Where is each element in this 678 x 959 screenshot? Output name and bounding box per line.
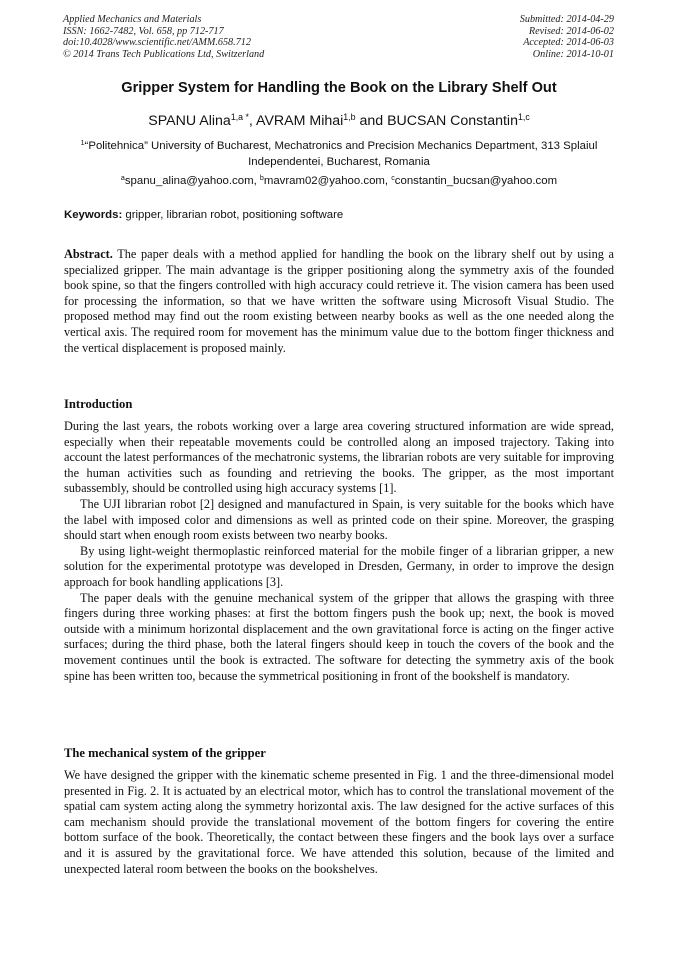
- affiliation-text: “Politehnica” University of Bucharest, Mechatronics and Precision Mechanics Department, 313 Splaiul Independentei, Bucharest, Romania: [84, 140, 598, 168]
- affiliation-mark: 1: [80, 140, 85, 148]
- email-list: [0, 175, 678, 187]
- section-heading-introduction: Introduction: [64, 397, 133, 411]
- email-address: mavram02@yahoo.com: [263, 175, 385, 187]
- paragraph: We have designed the gripper with the kinematic scheme presented in Fig. 1 and the three-dimensional model presented in Fig. 2. It is actuated by an electrical motor, which has to control the translational movement of the spatial cam system acting along the symmetry horizontal axis. The law designed for the active surfaces of this cam mechanism should provide the translational movement of the bottom fingers for covering the entire bottom surface of the book. Theoretically, the contact between these fingers and the book lays over a surface and it is assured by the gravitational force. We have attended this solution, because of the limited and unexpected lateral room between the books on the bookshelves.: [64, 768, 614, 876]
- author-name: SPANU Alina: [148, 113, 231, 129]
- doi-line: doi:10.4028/www.scientific.net/AMM.658.712: [63, 37, 251, 49]
- keywords-label: Keywords:: [64, 209, 123, 221]
- journal-header-right: [520, 14, 614, 60]
- journal-name: Applied Mechanics and Materials: [63, 14, 202, 25]
- submitted-date: Submitted: 2014-04-29: [519, 14, 614, 25]
- author-separator: ,: [248, 113, 257, 129]
- paper-title: Gripper System for Handling the Book on the Library Shelf Out: [121, 80, 557, 96]
- keywords-text: gripper, librarian robot, positioning software: [122, 209, 344, 221]
- revised-date: Revised: 2014-06-02: [528, 25, 614, 37]
- issn-line: ISSN: 1662-7482, Vol. 658, pp 712-717: [63, 25, 224, 37]
- email-mark: c: [391, 175, 395, 183]
- abstract-label: Abstract.: [64, 247, 113, 261]
- email-separator: ,: [384, 175, 392, 187]
- email-mark: a: [120, 175, 125, 183]
- author-separator: and: [355, 113, 388, 129]
- email-mark: b: [259, 175, 264, 183]
- author-affil-mark: 1,a *: [230, 112, 249, 123]
- author-list: [0, 113, 678, 129]
- email-separator: ,: [253, 175, 260, 187]
- email-address: constantin_bucsan@yahoo.com: [394, 175, 558, 187]
- abstract: [64, 247, 614, 356]
- email-address: spanu_alina@yahoo.com: [124, 175, 254, 187]
- author-affil-mark: 1,c: [517, 112, 530, 123]
- author-name: AVRAM Mihai: [256, 113, 344, 129]
- author-affil-mark: 1,b: [343, 112, 356, 123]
- keywords: [64, 209, 343, 221]
- abstract-text: The paper deals with a method applied for handling the book on the library shelf out by using a specialized gripper. The main advantage is the gripper positioning along the symmetry axis of the founded book spine, so that the fingers controlled with high accuracy could retrieve it. The vision camera has been used for processing the information, so that we have written the software using Microsoft Visual Studio. The proposed method may find out the room existing between nearby books as well as the one needed along the vertical axis. The required room for movement has the minimum value due to the bottom finger thickness and the vertical displacement is proposed mainly.: [64, 247, 614, 355]
- online-date: Online: 2014-10-01: [532, 48, 614, 60]
- accepted-date: Accepted: 2014-06-03: [523, 37, 614, 49]
- section-heading-mechanical-system: The mechanical system of the gripper: [64, 746, 266, 760]
- paragraph: By using light-weight thermoplastic reinforced material for the mobile finger of a librarian gripper, a new solution for the experimental prototype was developed in Dresden, Germany, in order to improve the design approach for book handling applications [3].: [64, 543, 614, 589]
- copyright-line: © 2014 Trans Tech Publications Ltd, Switzerland: [63, 48, 265, 60]
- paragraph: The paper deals with the genuine mechanical system of the gripper that allows the grasping with three fingers during three working phases: at first the bottom fingers push the book up; next, the book is moved outside with a minimum horizontal displacement and the own gravitational force is acting on the finger active surfaces; during the third phase, both the lateral fingers should keep in touch the covers of the book and the movement continues until the book is extracted. The software for detecting the symmetry axis of the book spine has been written too, because the symmetrical positioning in front of the bookshelf is mandatory.: [64, 590, 614, 683]
- introduction-body: [64, 419, 614, 684]
- paragraph: The UJI librarian robot [2] designed and manufactured in Spain, is very suitable for the books which have the label with imposed color and dimensions as well as printed code on their spine. Moreover, the grasping should start when enough room exists between two nearby books.: [64, 496, 614, 543]
- journal-header-left: [63, 14, 264, 60]
- author-name: BUCSAN Constantin: [387, 113, 518, 129]
- affiliation: [63, 139, 615, 170]
- paragraph: During the last years, the robots working over a large area covering structured information are wide spread, especially when their repeatable movements could be controlled along an imposed trajectory. Taking into account the latest performances of the mechatronic systems, the librarian robots are very suitable for improving the human activities such as founding and retrieving the books. The gripper, as the most important subassembly, should be controlled using high accuracy systems [1].: [64, 419, 614, 496]
- mechanical-system-body: [64, 768, 614, 877]
